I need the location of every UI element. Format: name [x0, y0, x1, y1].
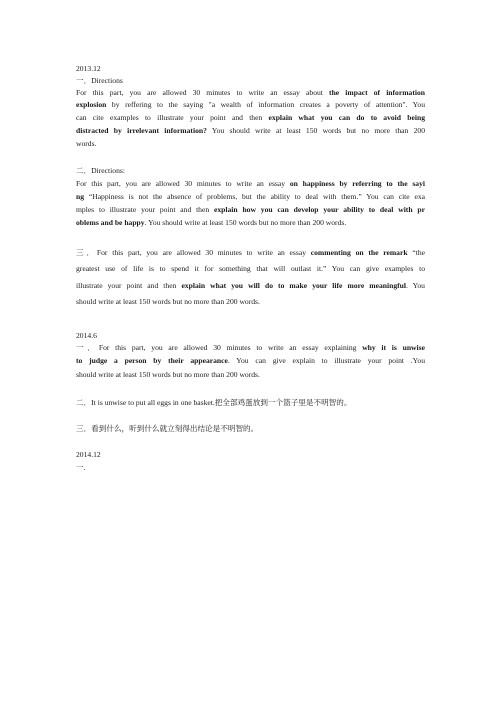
paragraph-line: For this part, you are allowed 30 minutes to write an essay on happiness by referring to the sayi	[76, 179, 425, 188]
section-date: 2014.12	[76, 450, 101, 459]
paragraph-line: 三．For this part, you are allowed 30 minutes to write an essay commenting on the remark “the	[76, 248, 425, 257]
paragraph-line: explosion by reffering to the saying "a wealth of information creates a poverty of attention". You	[76, 100, 425, 109]
paragraph-line: For this part, you are allowed 30 minutes to write an essay about the impact of information	[76, 88, 426, 97]
section-date: 2013.12	[76, 64, 101, 73]
paragraph-line: greatest use of life is to spend it for something that will outlast it.” You can give examples to	[76, 264, 425, 273]
paragraph-line: should write at least 150 words but no more than 200 words.	[76, 297, 260, 306]
paragraph-line: ng “Happiness is not the absence of problems, but the ability to deal with them.” You can cite exa	[76, 192, 425, 201]
paragraph-line: 一．For this part, you are allowed 30 minutes to write an essay explaining why it is unwise	[76, 343, 425, 352]
paragraph-line: oblems and be happy. You should write at least 150 words but no more than 200 words.	[76, 218, 347, 227]
item-heading: 一．Directions	[76, 76, 123, 85]
paragraph-line: illustrate your point and then explain what you will do to make your life more meaningful. You	[76, 281, 425, 290]
paragraph-line: 三．看到什么，听到什么就立刻得出结论是不明智的。	[76, 424, 259, 433]
paragraph-line: should write at least 150 words but no more than 200 words.	[76, 370, 260, 379]
paragraph-line: 二．It is unwise to put all eggs in one basket.把全部鸡蛋放到一个篮子里是不明智的。	[76, 398, 352, 407]
paragraph-line: mples to illustrate your point and then explain how you can develop your ability to deal with pr	[76, 205, 425, 214]
item-heading: 二．Directions:	[76, 166, 125, 175]
section-date: 2014.6	[76, 331, 97, 340]
paragraph-line: can cite examples to illustrate your point and then explain what you can do to avoid being	[76, 113, 425, 122]
paragraph-line: 一.	[76, 463, 86, 472]
paragraph-line: words.	[76, 139, 97, 148]
paragraph-line: distracted by irrelevant information? You should write at least 150 words but no more than 200	[76, 126, 425, 135]
paragraph-line: to judge a person by their appearance. You can give explain to illustrate your point .You	[76, 356, 425, 365]
